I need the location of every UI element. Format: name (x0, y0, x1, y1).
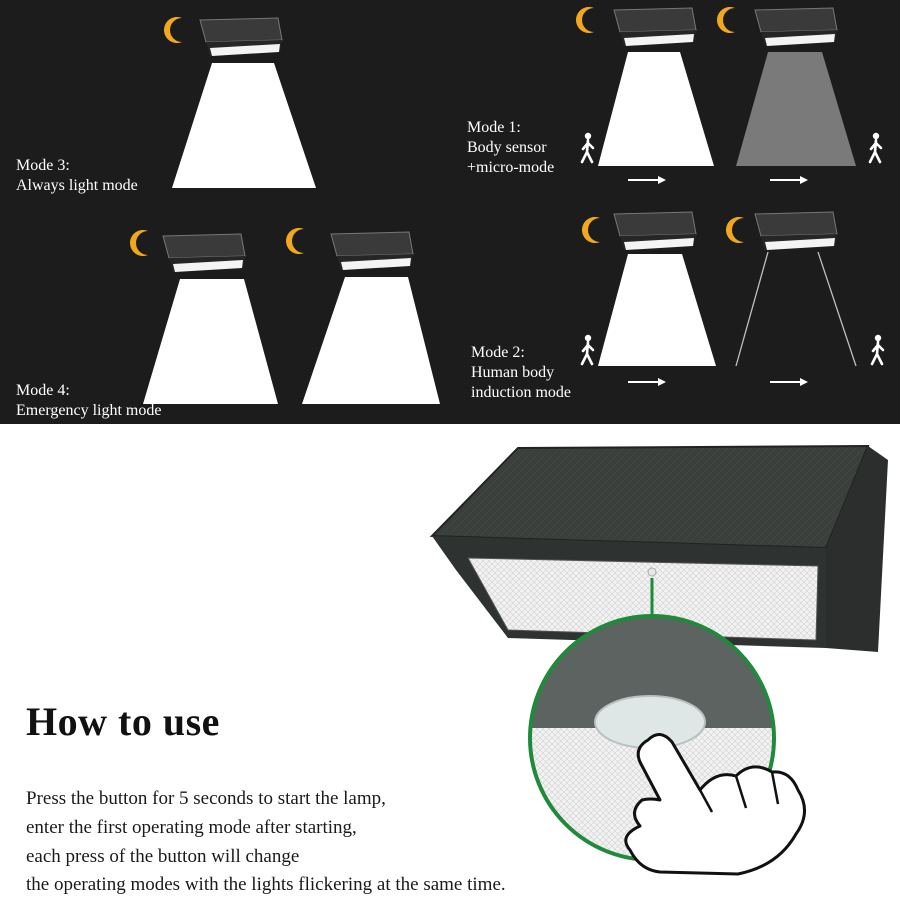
mode2-description-1: Human body (471, 364, 555, 381)
how-to-use-title: How to use (26, 699, 220, 744)
mode1-description-1: Body sensor (467, 139, 547, 156)
how-to-use-line-2: enter the first operating mode after starting, (26, 817, 357, 838)
how-to-use-line-1: Press the button for 5 seconds to start the lamp, (26, 788, 386, 809)
mode3-description: Always light mode (16, 177, 138, 194)
mode4-title: Mode 4: (16, 382, 70, 399)
mode1-title: Mode 1: (467, 119, 521, 136)
how-to-use-line-4: the operating modes with the lights flickering at the same time. (26, 874, 506, 895)
mode2-title: Mode 2: (471, 344, 525, 361)
mode1-description-2: +micro-mode (467, 159, 555, 176)
mode3-title: Mode 3: (16, 157, 70, 174)
mode4-description: Emergency light mode (16, 402, 162, 419)
how-to-use-line-3: each press of the button will change (26, 846, 300, 867)
mode2-description-2: induction mode (471, 384, 571, 401)
power-button-dot (648, 568, 656, 576)
